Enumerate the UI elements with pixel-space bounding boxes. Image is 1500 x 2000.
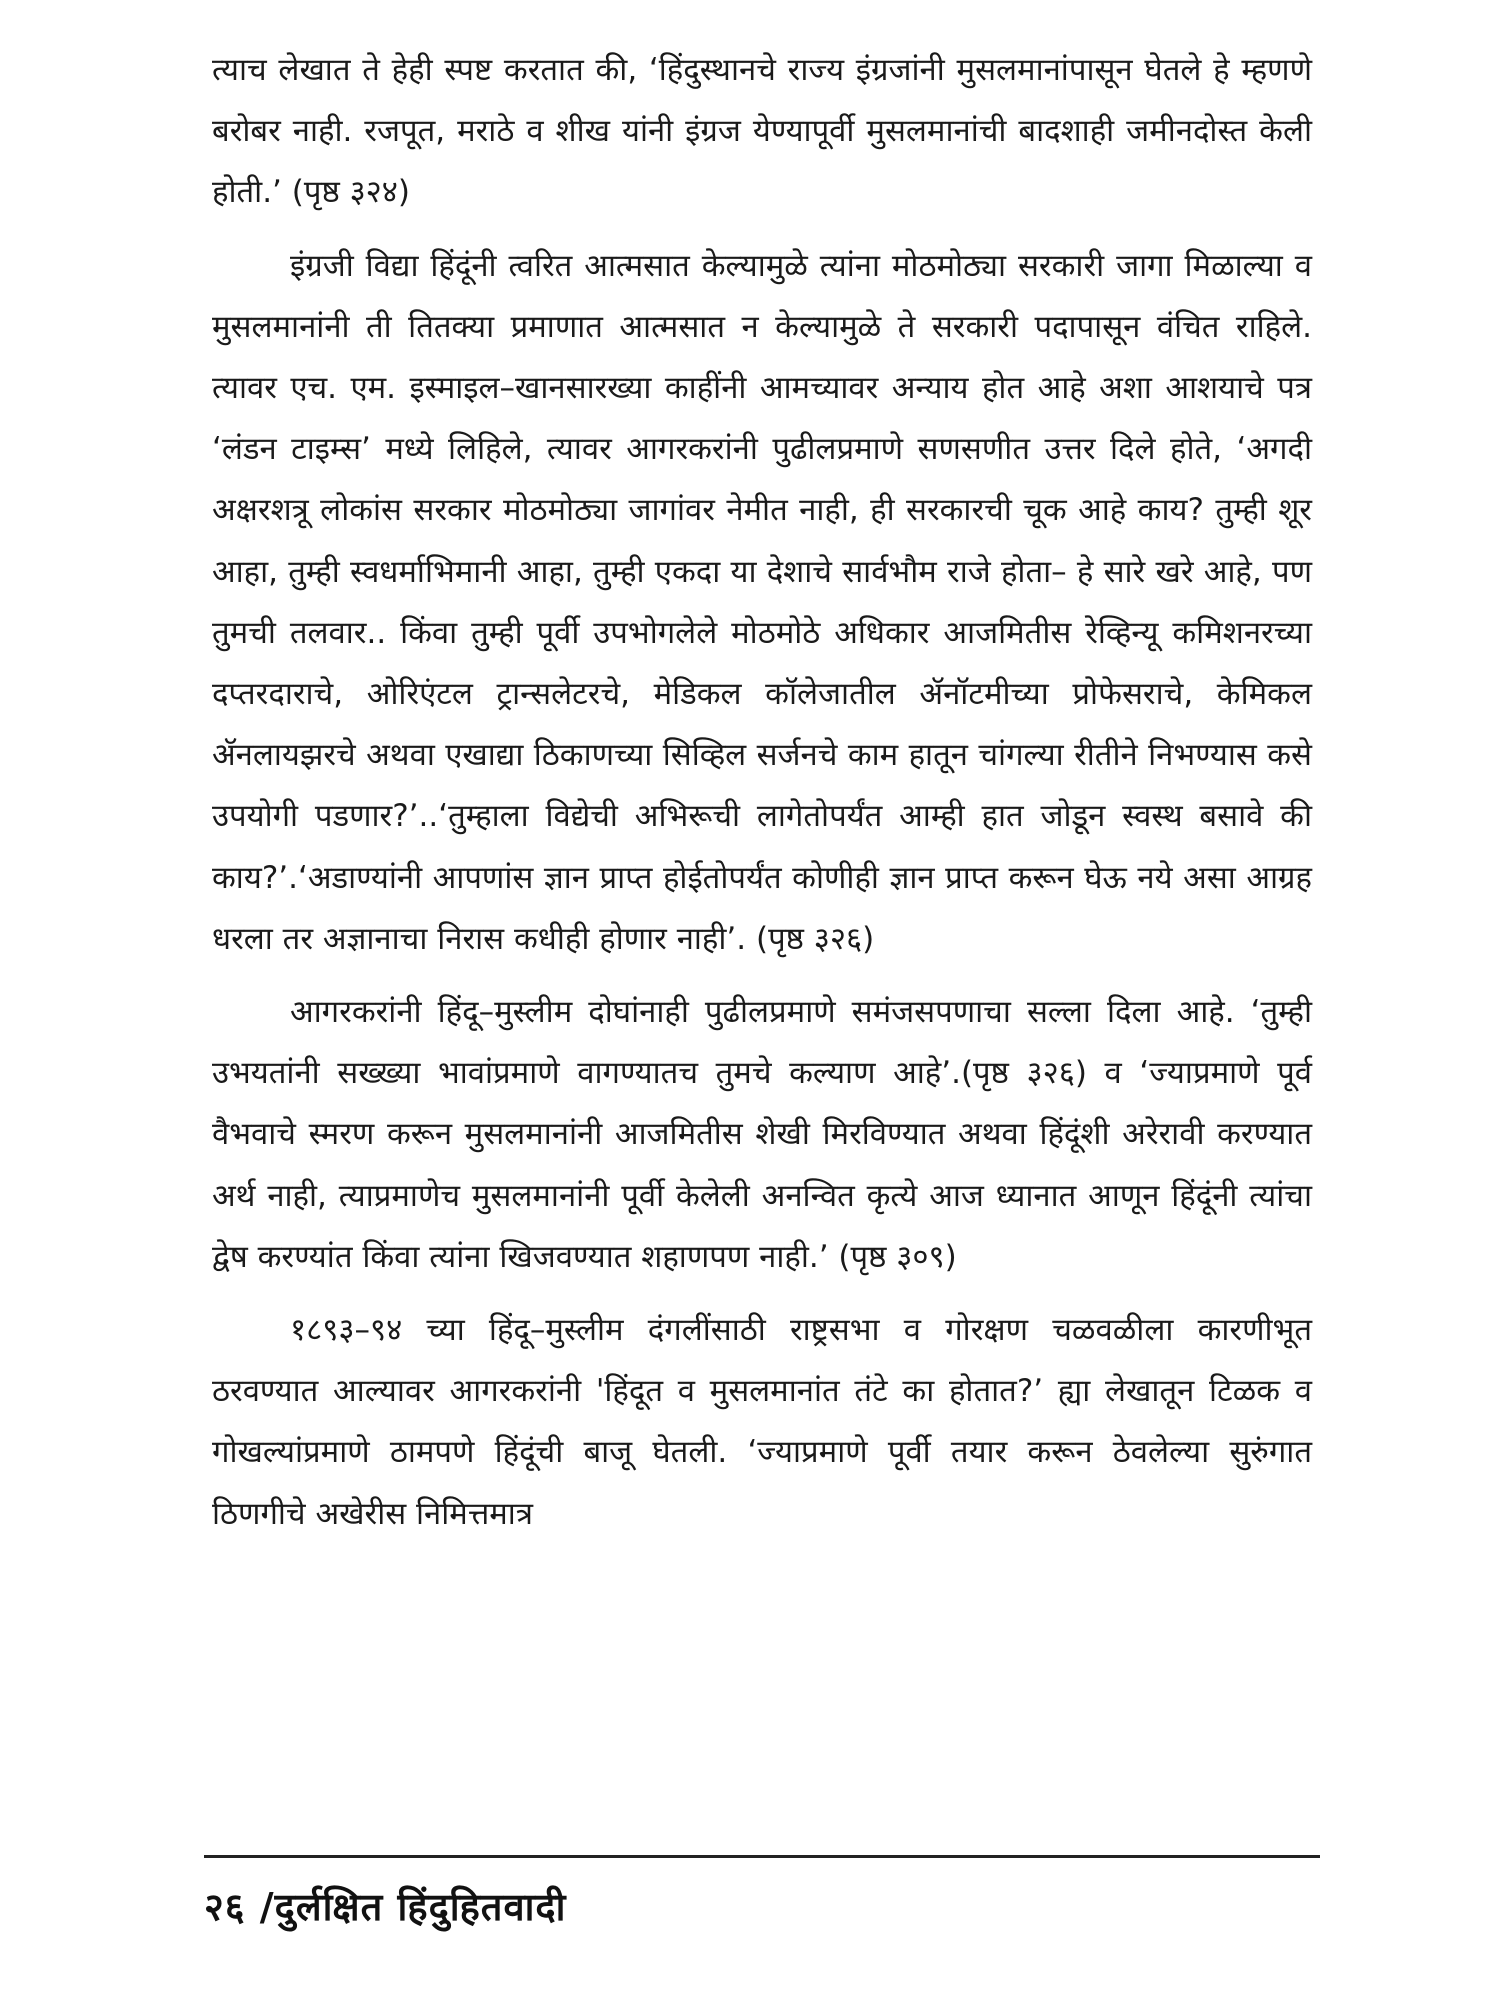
footer-separator: / xyxy=(245,1885,275,1929)
paragraph-3: आगरकरांनी हिंदू–मुस्लीम दोघांनाही पुढीलप्रमाणे समंजसपणाचा सल्ला दिला आहे. ‘तुम्ही उभयतांनी सख्ख्या भावांप्रमाणे वागण्यातच तुमचे कल्याण आहे’.(पृष्ठ ३२६) व ‘ज्याप्रमाणे पूर्व वैभवाचे स्मरण करून मुसलमानांनी आजमितीस शेखी मिरविण्यात अथवा हिंदूंशी अरेरावी करण्यात अर्थ नाही, त्याप्रमाणेच मुसलमानांनी पूर्वी केलेली अनन्वित कृत्ये आज ध्यानात आणून हिंदूंनी त्यांचा द्वेष करण्यांत किंवा त्यांना खिजवण्यात शहाणपण नाही.’ (पृष्ठ ३०९) xyxy=(212,994,1312,1275)
page-body xyxy=(212,40,1312,1557)
book-title: दुर्लक्षित हिंदुहितवादी xyxy=(274,1885,567,1929)
paragraph-4: १८९३–९४ च्या हिंदू–मुस्लीम दंगलींसाठी राष्ट्रसभा व गोरक्षण चळवळीला कारणीभूत ठरवण्यात आल्यावर आगरकरांनी 'हिंदूत व मुसलमानांत तंटे का होतात?’ ह्या लेखातून टिळक व गोखल्यांप्रमाणे ठामपणे हिंदूंची बाजू घेतली. ‘ज्याप्रमाणे पूर्वी तयार करून ठेवलेल्या सुरुंगात ठिणगीचे अखेरीस निमित्तमात्र xyxy=(212,1312,1312,1532)
footer-divider xyxy=(204,1855,1320,1858)
paragraph-1: त्याच लेखात ते हेही स्पष्ट करतात की, ‘हिंदुस्थानचे राज्य इंग्रजांनी मुसलमानांपासून घेतले हे म्हणणे बरोबर नाही. रजपूत, मराठे व शीख यांनी इंग्रज येण्यापूर्वी मुसलमानांची बादशाही जमीनदोस्त केली होती.’ (पृष्ठ ३२४) xyxy=(212,52,1312,211)
paragraph-2: इंग्रजी विद्या हिंदूंनी त्वरित आत्मसात केल्यामुळे त्यांना मोठमोठ्या सरकारी जागा मिळाल्या व मुसलमानांनी ती तितक्या प्रमाणात आत्मसात न केल्यामुळे ते सरकारी पदापासून वंचित राहिले. त्यावर एच. एम. इस्माइल–खानसारख्या काहींनी आमच्यावर अन्याय होत आहे अशा आशयाचे पत्र ‘लंडन टाइम्स’ मध्ये लिहिले, त्यावर आगरकरांनी पुढीलप्रमाणे सणसणीत उत्तर दिले होते, ‘अगदी अक्षरशत्रू लोकांस सरकार मोठमोठ्या जागांवर नेमीत नाही, ही सरकारची चूक आहे काय? तुम्ही शूर आहा, तुम्ही स्वधर्माभिमानी आहा, तुम्ही एकदा या देशाचे सार्वभौम राजे होता– हे सारे खरे आहे, पण तुमची तलवार.. किंवा तुम्ही पूर्वी उपभोगलेले मोठमोठे अधिकार आजमितीस रेव्हिन्यू कमिशनरच्या दप्तरदाराचे, ओरिएंटल ट्रान्सलेटरचे, मेडिकल कॉलेजातील ॲनॉटमीच्या प्रोफेसराचे, केमिकल ॲनलायझरचे अथवा एखाद्या ठिकाणच्या सिव्हिल सर्जनचे काम हातून चांगल्या रीतीने निभण्यास कसे उपयोगी पडणार?’..‘तुम्हाला विद्येची अभिरूची लागेतोपर्यंत आम्ही हात जोडून स्वस्थ बसावे की काय?’.‘अडाण्यांनी आपणांस ज्ञान प्राप्त होईतोपर्यंत कोणीही ज्ञान प्राप्त करून घेऊ नये असा आग्रह धरला तर अज्ञानाचा निरास कधीही होणार नाही’. (पृष्ठ ३२६) xyxy=(212,247,1312,957)
page-number: २६ xyxy=(204,1885,246,1929)
page-footer xyxy=(204,1880,566,1932)
